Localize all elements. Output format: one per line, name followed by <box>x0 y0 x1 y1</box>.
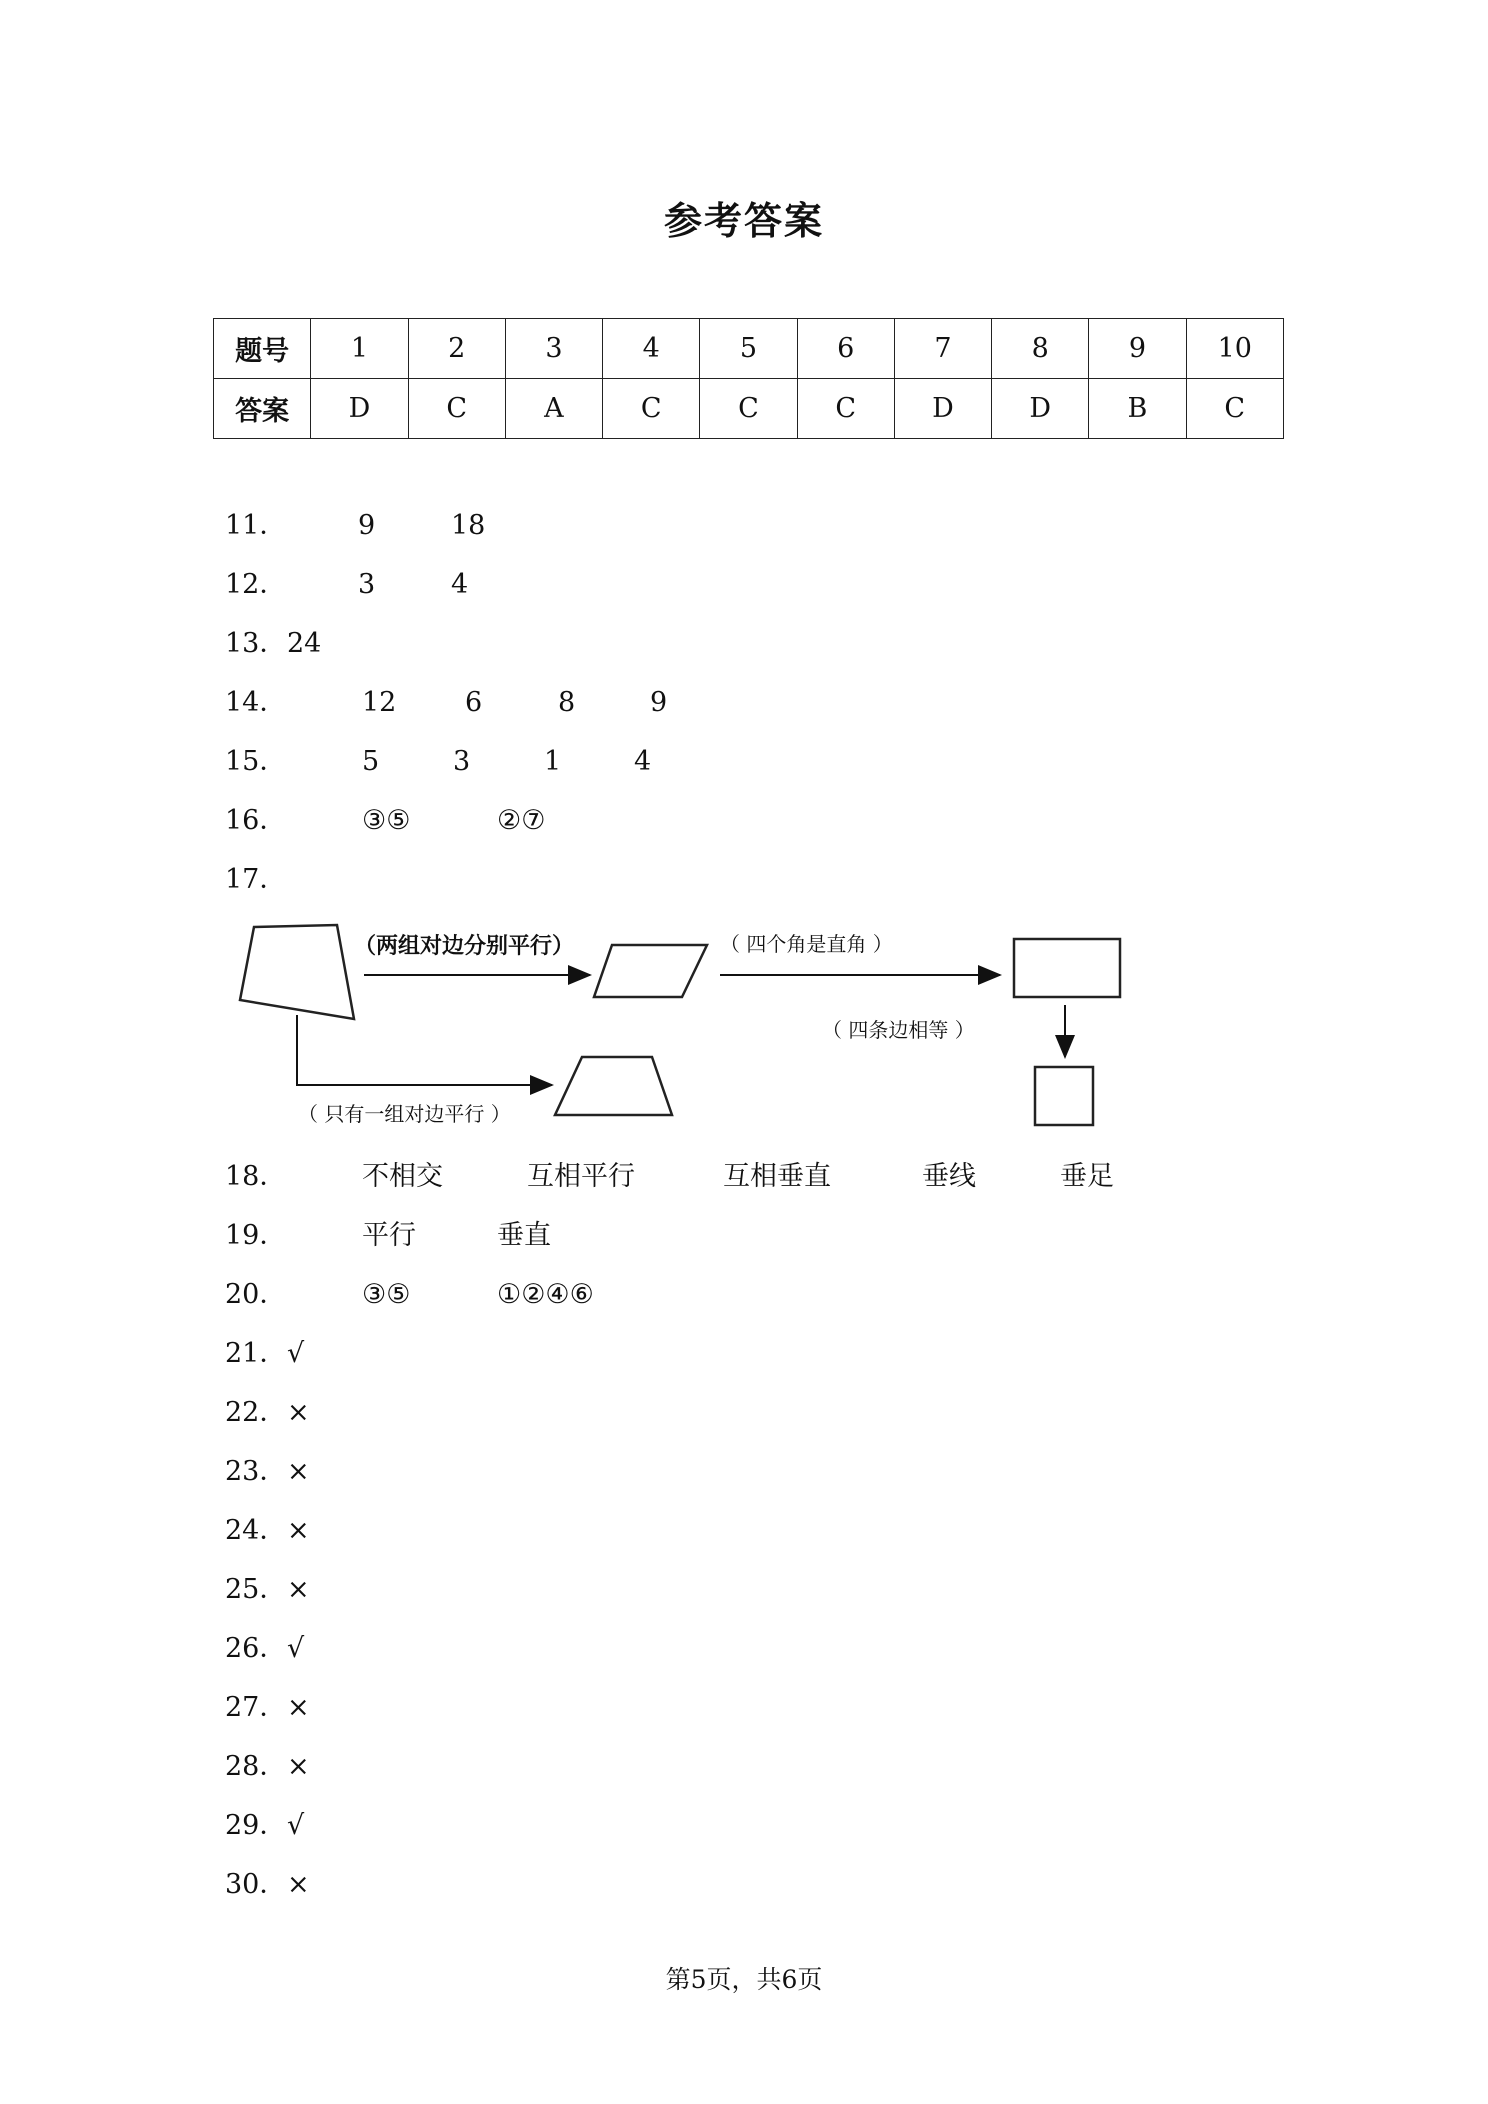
answer-blank: 8 <box>558 687 576 718</box>
question-25 <box>225 1574 310 1605</box>
question-20 <box>225 1279 594 1310</box>
trapezoid-shape <box>555 1057 672 1115</box>
question-13 <box>225 628 322 659</box>
label-right-angles: （ 四个角是直角 ） <box>720 932 893 956</box>
table-cell: 2 <box>408 319 505 379</box>
question-number: 18． <box>225 1161 287 1192</box>
answer-blank: ②⑦ <box>497 805 546 836</box>
answer-blank: 9 <box>358 510 376 541</box>
cross-mark: × <box>287 1869 310 1900</box>
table-header-cell: 题号 <box>214 319 311 379</box>
cross-mark: × <box>287 1456 310 1487</box>
rectangle-shape <box>1014 939 1120 997</box>
table-cell: D <box>311 379 408 439</box>
question-19 <box>225 1220 551 1251</box>
answer-blank: 3 <box>453 746 471 777</box>
question-24 <box>225 1515 310 1546</box>
cross-mark: × <box>287 1574 310 1605</box>
question-30 <box>225 1869 310 1900</box>
table-cell: C <box>603 379 700 439</box>
answer-blank: 4 <box>451 569 469 600</box>
table-cell: 7 <box>894 319 991 379</box>
table-cell: C <box>1186 379 1283 439</box>
answer-blank: 4 <box>634 746 652 777</box>
label-parallel-pairs: （两组对边分别平行） <box>354 934 575 959</box>
answer-blank: 1 <box>544 746 562 777</box>
answer-blank: 平行 <box>362 1220 416 1251</box>
table-cell: D <box>992 379 1089 439</box>
cross-mark: × <box>287 1692 310 1723</box>
question-18 <box>225 1161 1114 1192</box>
question-number: 28． <box>225 1751 287 1782</box>
answer-table <box>213 318 1284 439</box>
answer-blank: 垂直 <box>497 1220 551 1251</box>
table-row-answers <box>214 379 1284 439</box>
question-28 <box>225 1751 310 1782</box>
table-cell: 1 <box>311 319 408 379</box>
check-mark: √ <box>287 1810 305 1841</box>
answer-blank: 垂足 <box>1060 1161 1114 1192</box>
question-number: 11． <box>225 510 287 541</box>
cross-mark: × <box>287 1397 310 1428</box>
question-number: 23． <box>225 1456 287 1487</box>
answer-blank: 6 <box>465 687 483 718</box>
table-cell: C <box>700 379 797 439</box>
table-row-numbers <box>214 319 1284 379</box>
question-number: 20． <box>225 1279 287 1310</box>
parallelogram-shape <box>594 945 707 997</box>
table-cell: B <box>1089 379 1186 439</box>
question-number: 15． <box>225 746 287 777</box>
table-cell: 10 <box>1186 319 1283 379</box>
answer-blank: 12 <box>362 687 397 718</box>
label-equal-sides: （ 四条边相等 ） <box>822 1018 975 1042</box>
cross-mark: × <box>287 1515 310 1546</box>
general-quadrilateral-shape <box>240 925 354 1019</box>
question-26 <box>225 1633 305 1664</box>
question-number: 25． <box>225 1574 287 1605</box>
question-number: 16． <box>225 805 287 836</box>
table-cell: 5 <box>700 319 797 379</box>
answer-blank: ③⑤ <box>362 805 411 836</box>
question-number: 27． <box>225 1692 287 1723</box>
question-21 <box>225 1338 305 1369</box>
arrow-to-trapezoid <box>297 1015 552 1085</box>
table-cell: 9 <box>1089 319 1186 379</box>
answer-blank: 互相垂直 <box>723 1161 831 1192</box>
question-22 <box>225 1397 310 1428</box>
question-15 <box>225 746 652 777</box>
page-footer: 第5页，共6页 <box>665 1965 823 1994</box>
table-cell: C <box>408 379 505 439</box>
question-number: 12． <box>225 569 287 600</box>
table-cell: A <box>505 379 602 439</box>
table-cell: 3 <box>505 319 602 379</box>
question-number: 17． <box>225 864 287 895</box>
square-shape <box>1035 1067 1093 1125</box>
answer-blank: 不相交 <box>362 1161 443 1192</box>
quadrilateral-diagram <box>232 915 1132 1135</box>
table-cell: 8 <box>992 319 1089 379</box>
question-number: 13． <box>225 628 287 659</box>
question-number: 30． <box>225 1869 287 1900</box>
answer-blank: ③⑤ <box>362 1279 411 1310</box>
answer-blank: 5 <box>362 746 380 777</box>
answer-blank: 3 <box>358 569 376 600</box>
page-title: 参考答案 <box>663 198 824 243</box>
question-23 <box>225 1456 310 1487</box>
check-mark: √ <box>287 1338 305 1369</box>
question-14 <box>225 687 668 718</box>
table-cell: 4 <box>603 319 700 379</box>
question-number: 24． <box>225 1515 287 1546</box>
question-number: 26． <box>225 1633 287 1664</box>
question-number: 19． <box>225 1220 287 1251</box>
question-12 <box>225 569 469 600</box>
check-mark: √ <box>287 1633 305 1664</box>
answer-blank: 24 <box>287 628 322 659</box>
table-cell: 6 <box>797 319 894 379</box>
answer-blank: ①②④⑥ <box>497 1279 594 1310</box>
question-17 <box>225 865 286 895</box>
question-29 <box>225 1810 305 1841</box>
answer-blank: 垂线 <box>922 1161 976 1192</box>
answer-blank: 9 <box>650 687 668 718</box>
question-16 <box>225 805 546 836</box>
table-cell: C <box>797 379 894 439</box>
question-number: 29． <box>225 1810 287 1841</box>
table-header-cell: 答案 <box>214 379 311 439</box>
question-number: 14． <box>225 687 287 718</box>
answer-blank: 18 <box>451 510 486 541</box>
question-number: 22． <box>225 1397 287 1428</box>
question-27 <box>225 1692 310 1723</box>
table-cell: D <box>894 379 991 439</box>
cross-mark: × <box>287 1751 310 1782</box>
question-11 <box>225 510 486 541</box>
question-number: 21． <box>225 1338 287 1369</box>
answer-blank: 互相平行 <box>527 1161 635 1192</box>
label-one-pair-parallel: （ 只有一组对边平行 ） <box>298 1102 511 1126</box>
